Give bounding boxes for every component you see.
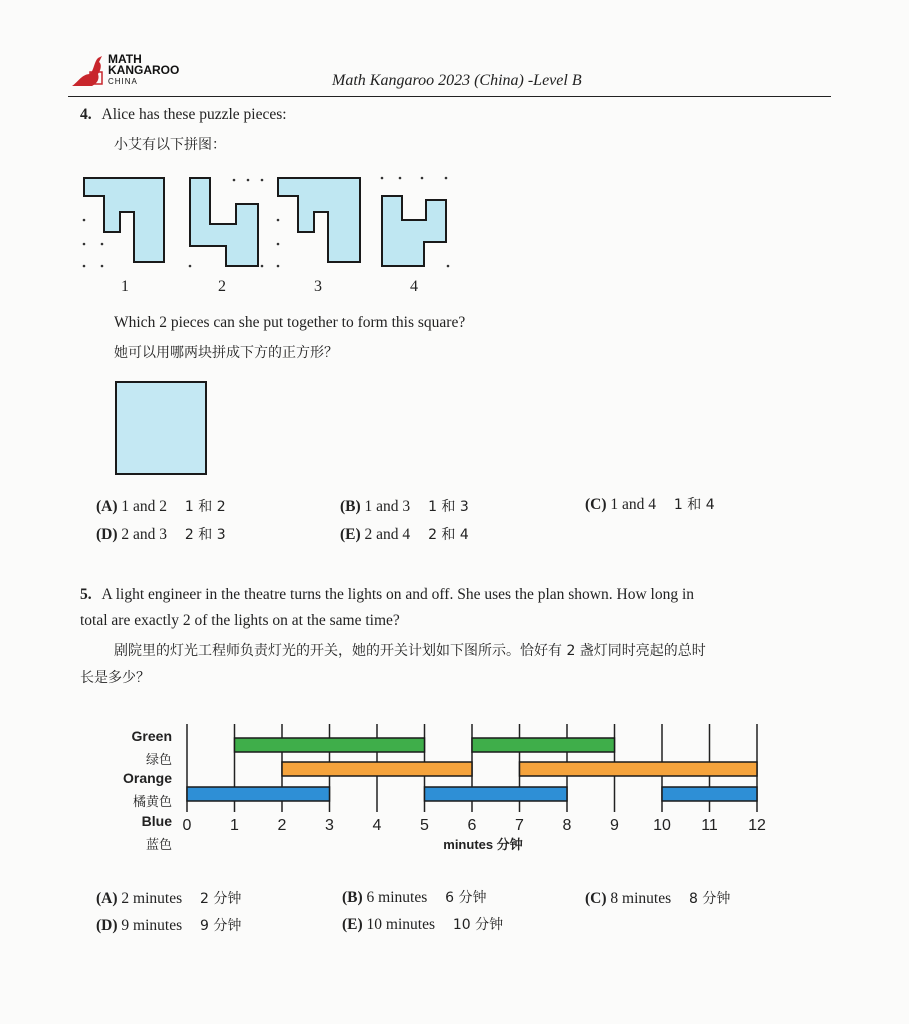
puzzle-piece-1 bbox=[83, 178, 164, 267]
option-text-zh: 1 和 2 bbox=[184, 499, 226, 515]
option-text-zh: 2 分钟 bbox=[200, 891, 242, 907]
q5-prompt-line-1 bbox=[80, 586, 694, 604]
option-text-zh: 9 分钟 bbox=[200, 918, 242, 934]
page-header-title: Math Kangaroo 2023 (China) -Level B bbox=[332, 72, 582, 89]
q4-number: 4. bbox=[80, 106, 92, 123]
tick-label-12: 12 bbox=[748, 817, 766, 834]
q4-prompt-en bbox=[80, 106, 287, 124]
q4-option-a[interactable] bbox=[96, 496, 226, 516]
light-plan-chart bbox=[170, 720, 770, 860]
bar-orange-1 bbox=[282, 762, 472, 776]
tick-label-6: 6 bbox=[467, 817, 477, 834]
q4-option-b[interactable] bbox=[340, 496, 469, 516]
option-text-en: 10 minutes bbox=[366, 916, 436, 933]
option-letter: (E) bbox=[342, 916, 363, 933]
bar-green-2 bbox=[472, 738, 615, 752]
puzzle-pieces-figure bbox=[76, 168, 466, 278]
q5-option-b[interactable] bbox=[342, 887, 487, 907]
option-text-en: 8 minutes bbox=[610, 890, 672, 907]
logo-line-2: KANGAROO bbox=[108, 63, 180, 77]
tick-label-7: 7 bbox=[515, 817, 524, 834]
option-letter: (B) bbox=[340, 498, 361, 515]
tick-label-10: 10 bbox=[653, 817, 671, 834]
tick-label-9: 9 bbox=[610, 817, 619, 834]
piece-label-3: 3 bbox=[314, 278, 322, 295]
kangaroo-logo-icon bbox=[68, 52, 108, 90]
tick-label-11: 11 bbox=[701, 817, 718, 834]
option-text-zh: 1 和 3 bbox=[428, 499, 469, 515]
q4-option-d[interactable] bbox=[96, 524, 226, 544]
bar-blue-2 bbox=[425, 787, 568, 801]
option-text-zh: 2 和 3 bbox=[184, 527, 226, 543]
series-label-green: Green bbox=[131, 728, 172, 744]
puzzle-piece-2 bbox=[189, 178, 264, 267]
piece-label-4: 4 bbox=[410, 278, 418, 295]
target-square bbox=[115, 381, 207, 475]
q5-option-a[interactable] bbox=[96, 888, 241, 908]
q5-text-zh-2: 长是多少？ bbox=[80, 670, 150, 686]
option-letter: (C) bbox=[585, 890, 607, 907]
option-letter: (E) bbox=[340, 526, 361, 543]
header-rule bbox=[68, 96, 831, 97]
q4-question-en: Which 2 pieces can she put together to form this square? bbox=[114, 314, 466, 331]
tick-label-1: 1 bbox=[230, 817, 239, 834]
series-label-blue: Blue bbox=[141, 813, 172, 829]
q5-text-en-1: A light engineer in the theatre turns the lights on and off. She uses the plan shown. How long in bbox=[101, 586, 694, 603]
option-text-en: 1 and 2 bbox=[121, 498, 168, 515]
q5-option-e[interactable] bbox=[342, 914, 503, 934]
puzzle-piece-4 bbox=[381, 177, 450, 268]
tick-label-4: 4 bbox=[372, 817, 382, 834]
q5-number: 5. bbox=[80, 586, 92, 603]
puzzle-piece-3 bbox=[277, 178, 360, 267]
tick-label-8: 8 bbox=[562, 817, 572, 834]
option-text-en: 6 minutes bbox=[366, 889, 428, 906]
tick-label-0: 0 bbox=[182, 817, 192, 834]
logo-line-3: CHINA bbox=[108, 77, 138, 86]
series-label-orange: Orange bbox=[122, 770, 172, 786]
option-text-zh: 6 分钟 bbox=[445, 890, 487, 906]
option-letter: (D) bbox=[96, 526, 118, 543]
option-letter: (A) bbox=[96, 890, 118, 907]
option-text-en: 1 and 4 bbox=[610, 496, 657, 513]
option-text-en: 2 and 4 bbox=[364, 526, 411, 543]
bar-orange-2 bbox=[520, 762, 758, 776]
q4-text-zh: 小艾有以下拼图： bbox=[114, 137, 226, 153]
option-text-zh: 1 和 4 bbox=[673, 497, 715, 513]
q4-option-e[interactable] bbox=[340, 524, 469, 544]
logo-line-1: MATH bbox=[108, 52, 142, 66]
piece-label-1: 1 bbox=[121, 278, 129, 295]
bar-blue-1 bbox=[187, 787, 330, 801]
math-kangaroo-logo bbox=[68, 52, 188, 94]
option-text-en: 2 and 3 bbox=[121, 526, 168, 543]
option-text-en: 9 minutes bbox=[121, 917, 183, 934]
option-text-zh: 2 和 4 bbox=[428, 527, 469, 543]
option-letter: (A) bbox=[96, 498, 118, 515]
q5-text-zh-1: 剧院里的灯光工程师负责灯光的开关，她的开关计划如下图所示。恰好有 2 盏灯同时亮起的总时 bbox=[114, 643, 706, 659]
option-text-en: 2 minutes bbox=[121, 890, 183, 907]
option-text-zh: 10 分钟 bbox=[452, 917, 504, 933]
bar-green-1 bbox=[235, 738, 425, 752]
q5-option-d[interactable] bbox=[96, 915, 241, 935]
tick-label-5: 5 bbox=[420, 817, 429, 834]
tick-label-2: 2 bbox=[277, 817, 287, 834]
series-label-green-zh: 绿色 bbox=[145, 753, 172, 768]
option-letter: (B) bbox=[342, 889, 363, 906]
q5-text-en-2: total are exactly 2 of the lights on at the same time? bbox=[80, 612, 400, 629]
chart-x-axis-label: minutes 分钟 bbox=[443, 837, 523, 852]
q4-text-en: Alice has these puzzle pieces: bbox=[101, 106, 287, 123]
piece-label-2: 2 bbox=[218, 278, 226, 295]
option-letter: (D) bbox=[96, 917, 118, 934]
q4-option-c[interactable] bbox=[585, 494, 715, 514]
tick-label-3: 3 bbox=[325, 817, 334, 834]
q4-question-zh: 她可以用哪两块拼成下方的正方形？ bbox=[114, 345, 338, 361]
logo-text bbox=[108, 54, 179, 87]
series-label-orange-zh: 橘黄色 bbox=[132, 795, 172, 810]
bar-blue-3 bbox=[662, 787, 757, 801]
option-letter: (C) bbox=[585, 496, 607, 513]
q5-option-c[interactable] bbox=[585, 888, 730, 908]
option-text-en: 1 and 3 bbox=[364, 498, 411, 515]
option-text-zh: 8 分钟 bbox=[689, 891, 731, 907]
series-label-blue-zh: 蓝色 bbox=[145, 838, 172, 853]
